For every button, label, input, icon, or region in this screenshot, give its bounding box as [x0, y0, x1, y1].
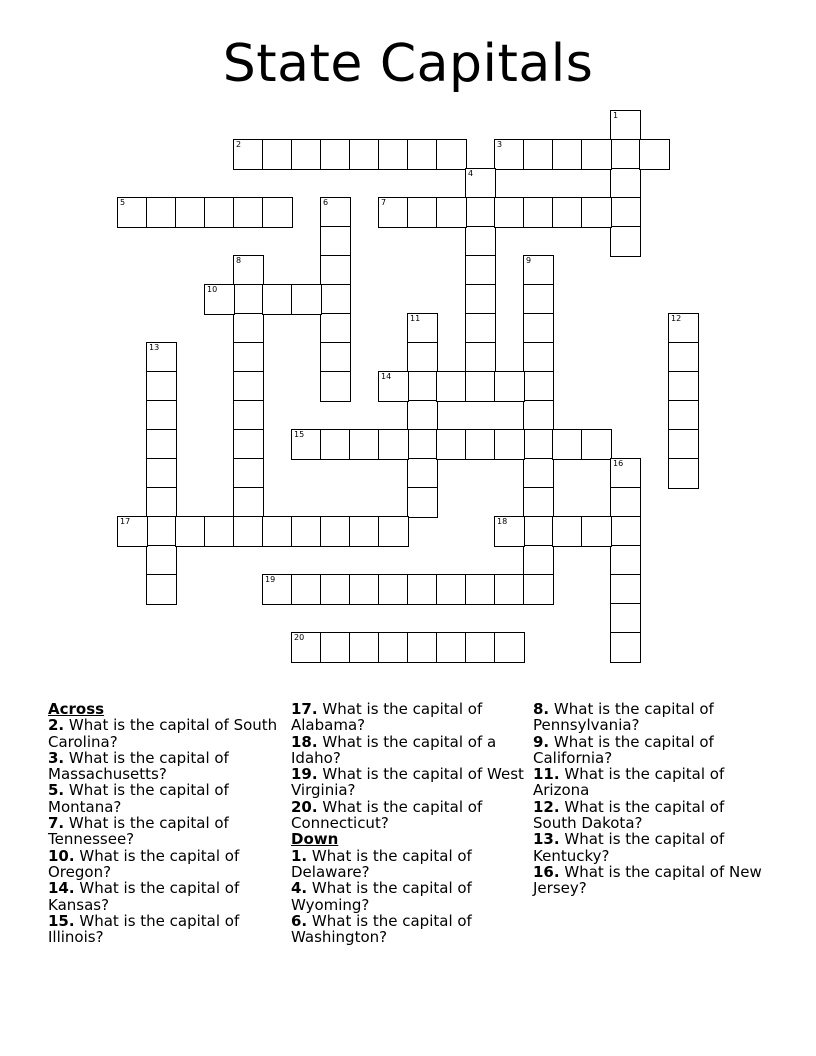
grid-cell[interactable] [407, 139, 438, 170]
cell-number: 10 [207, 285, 218, 294]
across-heading: Across [48, 700, 105, 718]
grid-cell[interactable] [146, 400, 177, 431]
grid-cell[interactable] [436, 371, 467, 402]
grid-cell[interactable] [233, 371, 264, 402]
grid-cell[interactable] [262, 197, 293, 228]
cell-number: 11 [410, 314, 421, 323]
grid-cell[interactable] [523, 342, 554, 373]
grid-cell[interactable] [436, 197, 467, 228]
cell-number: 3 [497, 140, 503, 149]
grid-cell[interactable] [494, 574, 525, 605]
grid-cell[interactable] [436, 139, 467, 170]
grid-cell[interactable] [233, 342, 264, 373]
grid-cell[interactable] [320, 284, 351, 315]
grid-cell[interactable] [668, 429, 699, 460]
grid-cell[interactable] [349, 632, 380, 663]
cell-number: 1 [613, 111, 619, 120]
grid-cell[interactable] [233, 400, 264, 431]
grid-cell[interactable] [610, 458, 641, 489]
grid-cell[interactable] [610, 168, 641, 199]
clue-across-14: 14. What is the capital of Kansas? [48, 879, 240, 914]
cell-number: 14 [381, 372, 392, 381]
grid-cell[interactable] [146, 429, 177, 460]
grid-cell[interactable] [146, 574, 177, 605]
grid-cell[interactable] [523, 400, 554, 431]
grid-cell[interactable] [378, 574, 409, 605]
grid-cell[interactable] [146, 197, 177, 228]
grid-cell[interactable] [349, 574, 380, 605]
grid-cell[interactable] [291, 284, 322, 315]
grid-cell[interactable] [349, 139, 380, 170]
grid-cell[interactable] [233, 139, 264, 170]
clue-down-11: 11. What is the capital of Arizona [533, 765, 725, 800]
grid-cell[interactable] [581, 516, 612, 547]
grid-cell[interactable] [610, 545, 641, 576]
grid-cell[interactable] [291, 632, 322, 663]
grid-cell[interactable] [320, 516, 351, 547]
grid-cell[interactable] [233, 458, 264, 489]
grid-cell[interactable] [262, 516, 293, 547]
grid-cell[interactable] [610, 516, 641, 547]
cell-number: 19 [265, 575, 276, 584]
grid-cell[interactable] [668, 458, 699, 489]
grid-cell[interactable] [407, 342, 438, 373]
grid-cell[interactable] [523, 429, 554, 460]
grid-cell[interactable] [262, 284, 293, 315]
grid-cell[interactable] [407, 197, 438, 228]
clue-column-2 [291, 701, 527, 945]
cell-number: 18 [497, 517, 508, 526]
grid-cell[interactable] [465, 226, 496, 257]
grid-cell[interactable] [523, 371, 554, 402]
cell-number: 15 [294, 430, 305, 439]
grid-cell[interactable] [523, 516, 554, 547]
grid-cell[interactable] [523, 197, 554, 228]
clue-across-18: 18. What is the capital of a Idaho? [291, 732, 497, 767]
down-heading: Down [291, 830, 339, 849]
grid-cell[interactable] [552, 516, 583, 547]
grid-cell[interactable] [320, 371, 351, 402]
grid-cell[interactable] [233, 516, 264, 547]
grid-cell[interactable] [581, 197, 612, 228]
cell-number: 16 [613, 459, 624, 468]
clue-across-10: 10. What is the capital of Oregon? [48, 846, 240, 881]
clue-across-20: 20. What is the capital of Connecticut? [291, 797, 483, 833]
grid-cell[interactable] [523, 139, 554, 170]
grid-cell[interactable] [146, 458, 177, 489]
clue-down-16: 16. What is the capital of New Jersey? [533, 862, 762, 898]
grid-cell[interactable] [204, 197, 235, 228]
grid-cell[interactable] [378, 371, 409, 402]
grid-cell[interactable] [146, 371, 177, 402]
grid-cell[interactable] [610, 603, 641, 634]
grid-cell[interactable] [494, 139, 525, 170]
grid-cell[interactable] [233, 313, 264, 344]
grid-cell[interactable] [291, 429, 322, 460]
grid-cell[interactable] [320, 313, 351, 344]
grid-cell[interactable] [320, 574, 351, 605]
grid-cell[interactable] [407, 632, 438, 663]
grid-cell[interactable] [262, 139, 293, 170]
grid-cell[interactable] [146, 487, 177, 518]
grid-cell[interactable] [639, 139, 670, 170]
grid-cell[interactable] [465, 632, 496, 663]
clue-down-1: 1. What is the capital of Delaware? [291, 846, 472, 881]
grid-cell[interactable] [494, 429, 525, 460]
grid-cell[interactable] [291, 139, 322, 170]
clue-across-19: 19. What is the capital of West Virginia? [291, 765, 524, 800]
grid-cell[interactable] [407, 313, 438, 344]
cell-number: 4 [468, 169, 474, 178]
grid-cell[interactable] [407, 400, 438, 431]
grid-cell[interactable] [494, 632, 525, 663]
grid-cell[interactable] [233, 197, 264, 228]
grid-cell[interactable] [523, 313, 554, 344]
grid-cell[interactable] [552, 139, 583, 170]
clue-column-3 [533, 701, 769, 897]
grid-cell[interactable] [668, 313, 699, 344]
grid-cell[interactable] [146, 545, 177, 576]
grid-cell[interactable] [610, 632, 641, 663]
cell-number: 20 [294, 633, 305, 642]
grid-cell[interactable] [349, 516, 380, 547]
clue-down-9: 9. What is the capital of California? [533, 732, 714, 767]
grid-cell[interactable] [581, 429, 612, 460]
grid-cell[interactable] [233, 487, 264, 518]
cell-number: 7 [381, 198, 387, 207]
clue-across-2: 2. What is the capital of South Carolina? [48, 716, 278, 751]
grid-cell[interactable] [378, 429, 409, 460]
page-title: State Capitals [222, 34, 594, 94]
grid-cell[interactable] [668, 400, 699, 431]
grid-cell[interactable] [407, 458, 438, 489]
grid-cell[interactable] [233, 429, 264, 460]
grid-cell[interactable] [233, 284, 264, 315]
grid-cell[interactable] [610, 197, 641, 228]
grid-cell[interactable] [465, 255, 496, 286]
grid-cell[interactable] [320, 255, 351, 286]
clue-across-3: 3. What is the capital of Massachusetts? [48, 748, 229, 784]
grid-cell[interactable] [320, 226, 351, 257]
grid-cell[interactable] [465, 574, 496, 605]
clue-down-6: 6. What is the capital of Washington? [291, 911, 472, 947]
grid-cell[interactable] [407, 574, 438, 605]
grid-cell[interactable] [465, 313, 496, 344]
grid-cell[interactable] [494, 371, 525, 402]
grid-cell[interactable] [407, 487, 438, 518]
grid-cell[interactable] [146, 342, 177, 373]
grid-cell[interactable] [378, 139, 409, 170]
grid-cell[interactable] [465, 168, 496, 199]
clue-across-17: 17. What is the capital of Alabama? [291, 700, 483, 735]
clue-across-5: 5. What is the capital of Montana? [48, 781, 229, 816]
grid-cell[interactable] [610, 139, 641, 170]
grid-cell[interactable] [320, 429, 351, 460]
grid-cell[interactable] [436, 632, 467, 663]
grid-cell[interactable] [523, 458, 554, 489]
grid-cell[interactable] [552, 429, 583, 460]
cell-number: 6 [323, 198, 329, 207]
grid-cell[interactable] [581, 139, 612, 170]
grid-cell[interactable] [320, 632, 351, 663]
grid-cell[interactable] [407, 429, 438, 460]
grid-cell[interactable] [523, 574, 554, 605]
grid-cell[interactable] [523, 255, 554, 286]
grid-cell[interactable] [378, 632, 409, 663]
cell-number: 8 [236, 256, 242, 265]
clue-down-12: 12. What is the capital of South Dakota? [533, 797, 725, 833]
grid-cell[interactable] [175, 197, 206, 228]
grid-cell[interactable] [204, 516, 235, 547]
grid-cell[interactable] [465, 197, 496, 228]
grid-cell[interactable] [407, 371, 438, 402]
grid-cell[interactable] [465, 371, 496, 402]
grid-cell[interactable] [320, 342, 351, 373]
cell-number: 5 [120, 198, 126, 207]
grid-cell[interactable] [436, 429, 467, 460]
clue-across-7: 7. What is the capital of Tennessee? [48, 814, 229, 849]
grid-cell[interactable] [117, 197, 148, 228]
grid-cell[interactable] [494, 516, 525, 547]
grid-cell[interactable] [436, 574, 467, 605]
grid-cell[interactable] [523, 284, 554, 315]
grid-cell[interactable] [523, 545, 554, 576]
cell-number: 9 [526, 256, 532, 265]
grid-cell[interactable] [117, 516, 148, 547]
clue-down-8: 8. What is the capital of Pennsylvania? [533, 700, 714, 735]
cell-number: 12 [671, 314, 682, 323]
grid-cell[interactable] [320, 197, 351, 228]
grid-cell[interactable] [291, 516, 322, 547]
grid-cell[interactable] [465, 429, 496, 460]
grid-cell[interactable] [262, 574, 293, 605]
cell-number: 2 [236, 140, 242, 149]
cell-number: 17 [120, 517, 131, 526]
grid-cell[interactable] [378, 197, 409, 228]
grid-cell[interactable] [494, 197, 525, 228]
grid-cell[interactable] [523, 487, 554, 518]
clue-down-4: 4. What is the capital of Wyoming? [291, 879, 472, 914]
clue-across-15: 15. What is the capital of Illinois? [48, 911, 240, 947]
grid-cell[interactable] [175, 516, 206, 547]
grid-cell[interactable] [320, 139, 351, 170]
grid-cell[interactable] [146, 516, 177, 547]
grid-cell[interactable] [465, 342, 496, 373]
grid-cell[interactable] [378, 516, 409, 547]
grid-cell[interactable] [233, 255, 264, 286]
clue-down-13: 13. What is the capital of Kentucky? [533, 830, 725, 865]
grid-cell[interactable] [610, 574, 641, 605]
grid-cell[interactable] [610, 226, 641, 257]
cell-number: 13 [149, 343, 160, 352]
grid-cell[interactable] [204, 284, 235, 315]
grid-cell[interactable] [610, 487, 641, 518]
grid-cell[interactable] [668, 371, 699, 402]
grid-cell[interactable] [465, 284, 496, 315]
grid-cell[interactable] [610, 110, 641, 141]
clue-column-1 [48, 701, 284, 945]
grid-cell[interactable] [349, 429, 380, 460]
grid-cell[interactable] [668, 342, 699, 373]
grid-cell[interactable] [291, 574, 322, 605]
grid-cell[interactable] [552, 197, 583, 228]
